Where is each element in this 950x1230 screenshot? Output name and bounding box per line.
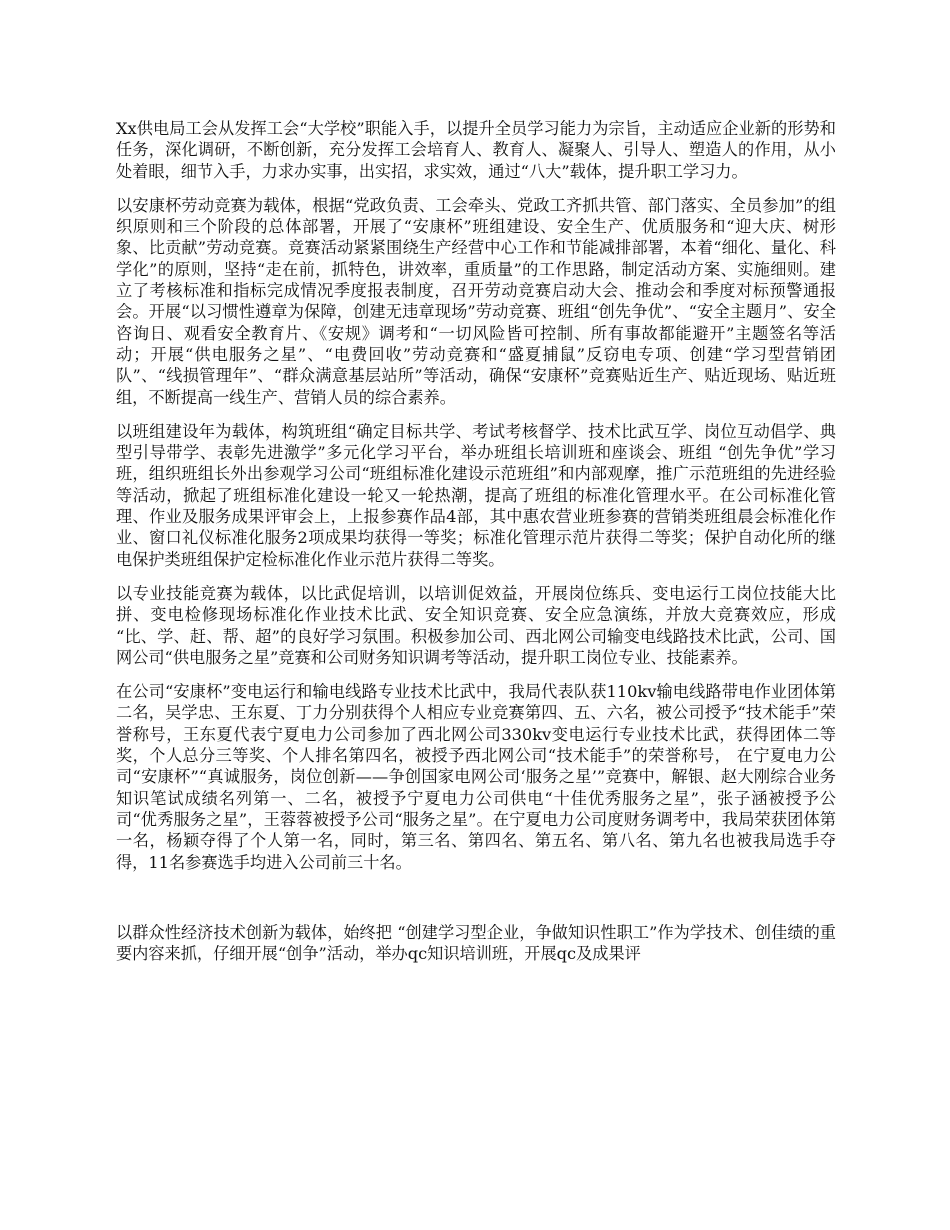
paragraph-competition-results: 在公司“安康杯”变电运行和输电线路专业技术比武中，我局代表队获110kv输电线路带电作业团体第二名，吴学忠、王东夏、丁力分别获得个人相应专业竞赛第四、五、六名，被公司授予“技术能手”荣誉称号，王东夏代表宁夏电力公司参加了西北网公司330kv变电运行专业技术比武，获得团体二等奖，个人总分三等奖、个人排名第四名，被授予西北网公司“技术能手”的荣誉称号， 在宁夏电力公司“安康杯”“真诚服务，岗位创新——争创国家电网公司‘服务之星’”竞赛中，解银、赵大刚综合业务知识笔试成绩名列第一、二名，被授予宁夏电力公司供电“十佳优秀服务之星”，张子涵被授予公司“优秀服务之星”，王蓉蓉被授予公司“服务之星”。在宁夏电力公司度财务调考中，我局荣获团体第一名，杨颖夺得了个人第一名，同时，第三名、第四名、第五名、第八名、第九名也被我局选手夺得，11名参赛选手均进入公司前三十名。 [116,682,836,872]
paragraph-ankang-cup: 以安康杯劳动竞赛为载体，根据“党政负责、工会牵头、党政工齐抓共管、部门落实、全员参加”的组织原则和三个阶段的总体部署，开展了“安康杯”班组建设、安全生产、优质服务和“迎大庆、树形象、比贡献”劳动竞赛。竞赛活动紧紧围绕生产经营中心工作和节能减排部署，本着“细化、量化、科学化”的原则，坚持“走在前，抓特色，讲效率，重质量”的工作思路，制定活动方案、实施细则。建立了考核标准和指标完成情况季度报表制度，召开劳动竞赛启动大会、推动会和季度对标预警通报会。开展“以习惯性遵章为保障，创建无违章现场”劳动竞赛、班组“创先争优”、“安全主题月”、安全咨询日、观看安全教育片、《安规》调考和“一切风险皆可控制、所有事故都能避开”主题签名等活动；开展“供电服务之星”、“电费回收”劳动竞赛和“盛夏捕鼠”反窃电专项、创建“学习型营销团队”、“线损管理年”、“群众满意基层站所”等活动，确保“安康杯”竞赛贴近生产、贴近现场、贴近班组，不断提高一线生产、营销人员的综合素养。 [116,195,836,407]
paragraph-skills-competition: 以专业技能竞赛为载体，以比武促培训，以培训促效益，开展岗位练兵、变电运行工岗位技能大比拼、变电检修现场标准化作业技术比武、安全知识竞赛、安全应急演练，并放大竞赛效应，形成 “比、学、赶、帮、超”的良好学习氛围。积极参加公司、西北网公司输变电线路技术比武，公司、国网公司“供电服务之星”竞赛和公司财务知识调考等活动，提升职工岗位专业、技能素养。 [116,583,836,667]
document-page [116,118,836,977]
paragraph-intro: Xx供电局工会从发挥工会“大学校”职能入手，以提升全员学习能力为宗旨，主动适应企业新的形势和任务，深化调研，不断创新，充分发挥工会培育人、教育人、凝聚人、引导人、塑造人的作用，从小处着眼，细节入手，力求办实事，出实招，求实效，通过“八大”载体，提升职工学习力。 [116,119,836,181]
paragraph-spacer [116,886,836,922]
paragraph-innovation: 以群众性经济技术创新为载体，始终把 “创建学习型企业，争做知识性职工”作为学技术、创佳绩的重要内容来抓，仔细开展“创争”活动，举办qc知识培训班，开展qc及成果评 [116,922,836,964]
paragraph-team-building: 以班组建设年为载体，构筑班组“确定目标共学、考试考核督学、技术比武互学、岗位互动倡学、典型引导带学、表彰先进激学”多元化学习平台，举办班组长培训班和座谈会、班组 “创先争优”学习班，组织班组长外出参观学习公司“班组标准化建设示范班组”和内部观摩，推广示范班组的先进经验等活动，掀起了班组标准化建设一轮又一轮热潮，提高了班组的标准化管理水平。在公司标准化管理、作业及服务成果评审会上，上报参赛作品4部，其中惠农营业班参赛的营销类班组晨会标准化作业、窗口礼仪标准化服务2项成果均获得一等奖；标准化管理示范片获得二等奖；保护自动化所的继电保护类班组保护定检标准化作业示范片获得二等奖。 [116,421,836,569]
